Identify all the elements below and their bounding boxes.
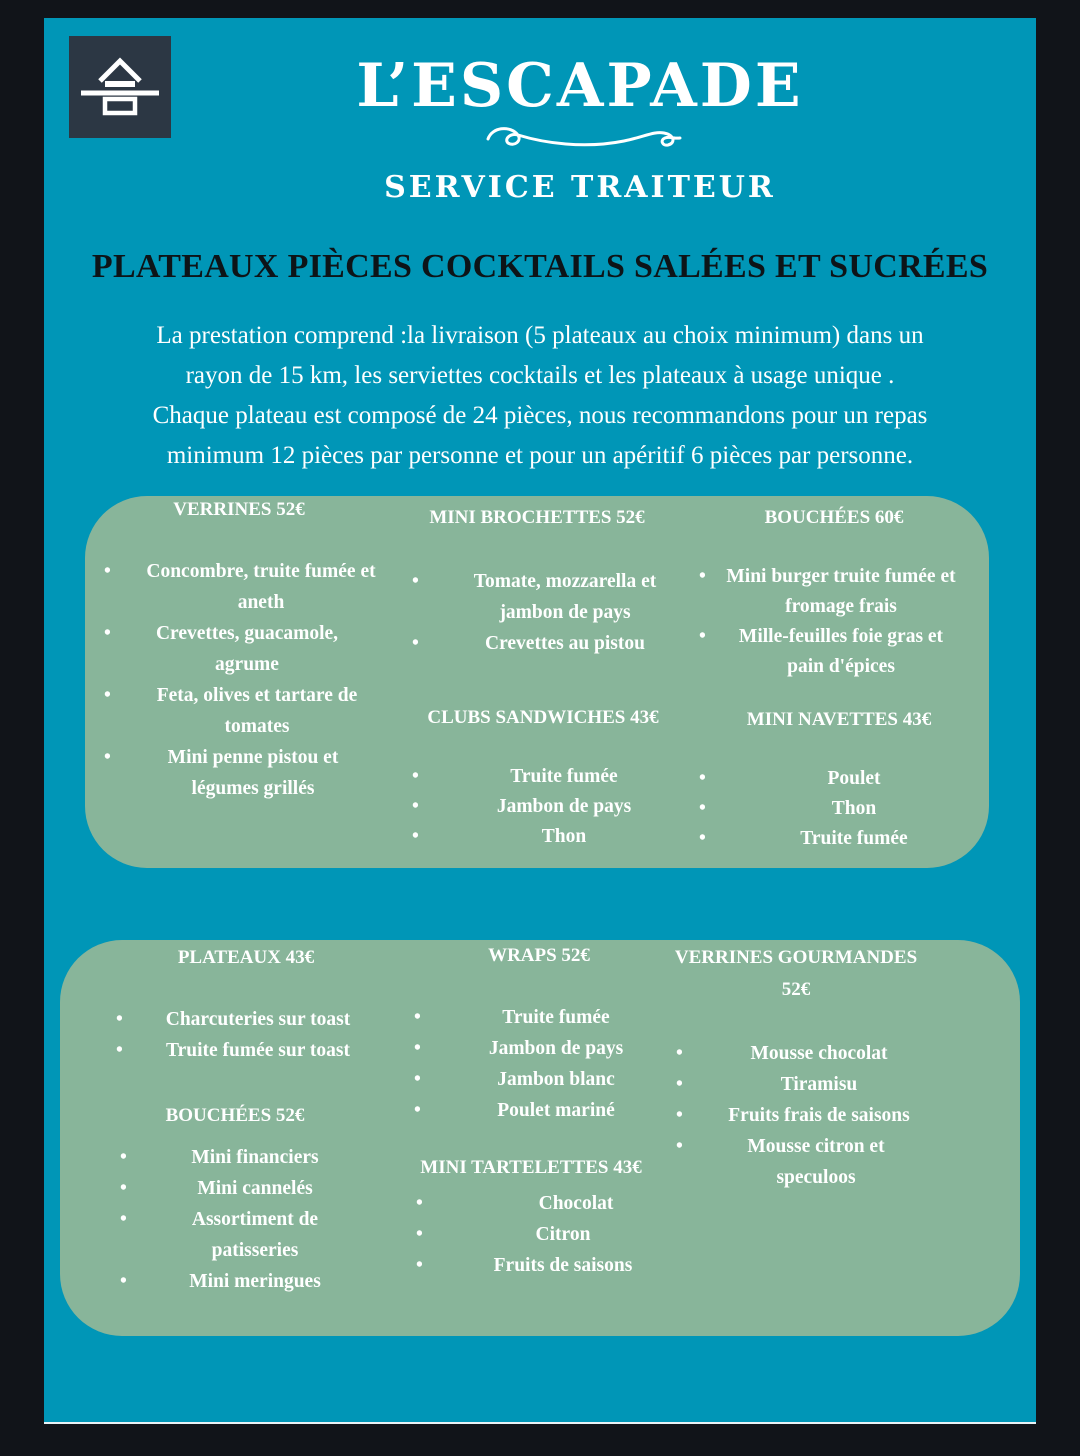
item-list [416,1188,686,1281]
section-title: MINI NAVETTES 43€ [746,709,932,730]
item-list [412,566,692,659]
list-item: • Mini burger truite fumée et fromage frais [699,562,969,622]
menu-sheet [44,18,1036,1424]
section-mini-brochettes [412,502,692,659]
list-item: • Mini penne pistou et légumes grillés [104,742,394,804]
list-item: • Charcuteries sur toast [116,1004,376,1035]
list-item: • Truite fumée sur toast [116,1035,376,1066]
section-plateaux [116,942,376,1066]
list-item: • Mille-feuilles foie gras et pain d'épices [699,622,969,682]
intro-line: Chaque plateau est composé de 24 pièces, nous recommandons pour un repas [152,402,928,429]
section-verrines-gourmandes [676,942,926,1193]
section-title: WRAPS 52€ [488,945,590,966]
section-title: MINI TARTELETTES 43€ [420,1157,642,1178]
section-price: 52€ [781,979,811,1000]
list-item: • Mini cannelés [120,1173,380,1204]
item-list [116,1004,376,1066]
section-title: BOUCHÉES 52€ [165,1105,305,1126]
list-item: • Thon [412,822,692,852]
list-item: • Poulet mariné [414,1095,674,1126]
list-item: • Concombre, truite fumée et aneth [104,556,394,618]
section-title: PLATEAUX 43€ [177,947,315,968]
list-item: • Truite fumée [699,824,969,854]
item-list [699,764,969,854]
item-list [412,762,692,852]
list-item: • Chocolat [416,1188,686,1219]
intro-line: rayon de 15 km, les serviettes cocktails et les plateaux à usage unique . [185,362,895,389]
list-item: • Tomate, mozzarella et jambon de pays [412,566,692,628]
list-item: • Jambon de pays [412,792,692,822]
section-bouchees-52 [120,1100,380,1297]
list-item: • Jambon blanc [414,1064,674,1095]
list-item: • Truite fumée [412,762,692,792]
intro-line: minimum 12 pièces par personne et pour un apéritif 6 pièces par personne. [166,442,914,469]
list-item: • Jambon de pays [414,1033,674,1064]
list-item: • Mini meringues [120,1266,380,1297]
item-list [414,1002,674,1126]
section-verrines [104,494,394,804]
list-item: • Crevettes, guacamole, agrume [104,618,394,680]
section-bouchees-60 [699,502,969,682]
swirl-ornament [484,121,684,157]
page-title: PLATEAUX PIÈCES COCKTAILS SALÉES ET SUCRÉES [91,248,989,285]
list-item: • Citron [416,1219,686,1250]
list-item: • Mousse citron et speculoos [676,1131,926,1193]
list-item: • Tiramisu [676,1069,926,1100]
list-item: • Poulet [699,764,969,794]
section-clubs-sandwiches [412,702,692,852]
section-title: CLUBS SANDWICHES 43€ [427,707,659,728]
list-item: • Truite fumée [414,1002,674,1033]
item-list [676,1038,926,1193]
item-list [104,556,394,804]
section-title: BOUCHÉES 60€ [764,507,904,528]
section-wraps [414,940,674,1126]
section-mini-navettes [699,704,969,854]
list-item: • Thon [699,794,969,824]
service-subtitle: SERVICE TRAITEUR [384,170,776,205]
section-title: MINI BROCHETTES 52€ [429,507,645,528]
section-mini-tartelettes [416,1152,686,1281]
section-title: VERRINES GOURMANDES [674,947,918,968]
section-title: VERRINES 52€ [173,499,305,520]
intro-text [94,316,986,476]
list-item: • Crevettes au pistou [412,628,692,659]
item-list [699,562,969,682]
item-list [120,1142,380,1297]
list-item: • Fruits de saisons [416,1250,686,1281]
list-item: • Assortiment de patisseries [120,1204,380,1266]
brand-name: L’ESCAPADE [356,51,804,121]
list-item: • Mini financiers [120,1142,380,1173]
list-item: • Mousse chocolat [676,1038,926,1069]
list-item: • Fruits frais de saisons [676,1100,926,1131]
list-item: • Feta, olives et tartare de tomates [104,680,394,742]
intro-line: La prestation comprend :la livraison (5 plateaux au choix minimum) dans un [156,322,924,349]
